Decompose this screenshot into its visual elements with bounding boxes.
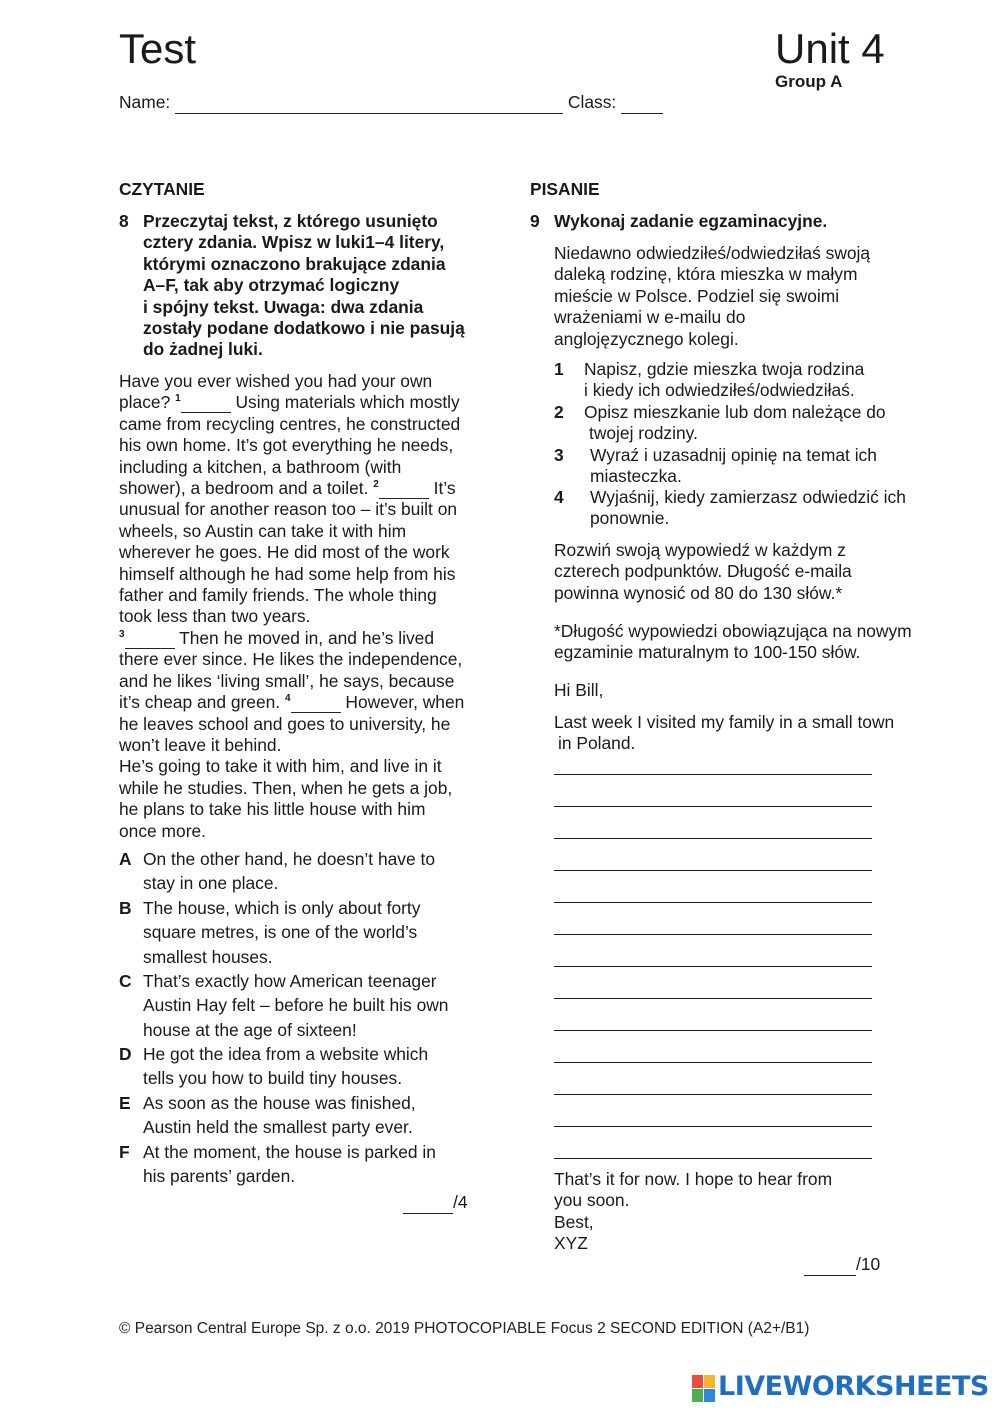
score-total: /10: [856, 1254, 881, 1274]
writing-heading: PISANIE: [530, 179, 600, 199]
text-line: and he likes ‘living small’, he says, because: [119, 670, 455, 691]
gap-number: 4: [285, 693, 291, 705]
text-line: wheels, so Austin can take it with him: [119, 520, 407, 541]
text-line: father and family friends. The whole thing: [119, 585, 437, 606]
unit-title: Unit 4: [775, 25, 885, 72]
option-text: house at the age of sixteen!: [143, 1019, 357, 1040]
point-1: [554, 359, 914, 402]
test-title: Test: [119, 25, 197, 72]
intro-line: mieście w Polsce. Podziel się swoimi: [554, 285, 840, 306]
name-label: Name:: [119, 92, 171, 112]
point-text: Napisz, gdzie mieszka twoja rodzina: [584, 359, 865, 379]
liveworksheets-mark-icon: [692, 1375, 716, 1403]
writing-line[interactable]: [554, 1042, 872, 1063]
writing-line[interactable]: [554, 1010, 872, 1031]
reading-score: [403, 1192, 468, 1214]
writing-score: [804, 1254, 880, 1276]
option-text: square metres, is one of the world’s: [143, 922, 418, 943]
email-greeting: Hi Bill,: [554, 680, 604, 700]
option-text: his parents’ garden.: [143, 1166, 296, 1187]
option-text: On the other hand, he doesn’t have to: [143, 849, 435, 869]
text-span: shower), a bedroom and a toilet.: [119, 478, 369, 499]
point-number: 3: [554, 445, 564, 465]
text-line: unusual for another reason too – it’s built on: [119, 499, 458, 520]
intro-line: daleką rodzinę, która mieszka w małym: [554, 264, 858, 285]
develop-line: czterech podpunktów. Długość e-maila: [554, 561, 852, 582]
text-line: [119, 392, 499, 413]
writing-line[interactable]: [554, 882, 872, 903]
develop-instruction: [554, 540, 914, 604]
writing-line[interactable]: [554, 818, 872, 839]
develop-line: Rozwiń swoją wypowiedź w każdym z: [554, 540, 846, 560]
option-text: At the moment, the house is parked in: [143, 1142, 436, 1162]
class-input[interactable]: [621, 95, 663, 114]
option-text: Austin held the smallest party ever.: [143, 1117, 413, 1138]
length-note: [554, 621, 954, 664]
text-line: [119, 692, 499, 713]
text-line: there ever since. He likes the independence,: [119, 649, 463, 670]
reading-score-input[interactable]: [403, 1195, 453, 1214]
option-text: smallest houses.: [143, 946, 273, 967]
class-label: Class:: [567, 92, 617, 112]
option-text: That’s exactly how American teenager: [143, 971, 437, 991]
text-line: once more.: [119, 820, 206, 841]
option-letter: C: [119, 971, 132, 991]
gap-3-input[interactable]: [125, 632, 175, 649]
option-c: [119, 969, 469, 1042]
point-text: i kiedy ich odwiedziłeś/odwiedziłaś.: [584, 380, 855, 401]
email-line: in Poland.: [558, 733, 636, 754]
point-text: Opisz mieszkanie lub dom należące do: [584, 402, 886, 422]
score-total: /4: [453, 1192, 468, 1212]
point-text: miasteczka.: [590, 466, 682, 487]
instruction-line: Przeczytaj tekst, z którego usunięto: [143, 211, 438, 231]
reading-heading: CZYTANIE: [119, 179, 205, 199]
liveworksheets-wordmark: LIVEWORKSHEETS: [718, 1371, 989, 1402]
option-text: tells you how to build tiny houses.: [143, 1068, 403, 1089]
option-b: [119, 896, 469, 969]
text-line: including a kitchen, a bathroom (with: [119, 456, 402, 477]
text-line: he leaves school and goes to university, he: [119, 713, 451, 734]
point-text: Wyjaśnij, kiedy zamierzasz odwiedzić ich: [590, 487, 906, 507]
text-line: himself although he had some help from his: [119, 563, 456, 584]
gap-number: 2: [373, 479, 379, 491]
name-input[interactable]: [175, 95, 563, 114]
text-span: Then he moved in, and he’s lived: [179, 627, 435, 648]
intro-line: anglojęzycznego kolegi.: [554, 328, 739, 349]
text-line: Have you ever wished you had your own: [119, 371, 433, 391]
option-a: [119, 847, 469, 896]
text-line: He’s going to take it with him, and live in it: [119, 756, 442, 777]
writing-line[interactable]: [554, 1074, 872, 1095]
instruction-line: zostały podane dodatkowo i nie pasują: [143, 318, 465, 339]
writing-line[interactable]: [554, 850, 872, 871]
email-line: Last week I visited my family in a small town: [554, 712, 895, 732]
option-letter: E: [119, 1093, 131, 1113]
option-text: Austin Hay felt – before he built his own: [143, 995, 449, 1016]
point-3: [554, 445, 914, 488]
point-4: [554, 487, 914, 530]
text-line: [119, 628, 499, 649]
text-span: it’s cheap and green.: [119, 692, 281, 713]
option-d: [119, 1042, 469, 1091]
point-number: 1: [554, 359, 564, 379]
closing-line: Best,: [554, 1211, 594, 1232]
text-line: while he studies. Then, when he gets a job,: [119, 777, 453, 798]
writing-line[interactable]: [554, 1138, 872, 1159]
gap-4-input[interactable]: [291, 696, 341, 713]
text-line: [119, 478, 499, 499]
text-span: Using materials which mostly: [235, 392, 460, 413]
text-line: took less than two years.: [119, 606, 311, 627]
task-9-instruction: Wykonaj zadanie egzaminacyjne.: [554, 211, 828, 231]
text-line: he plans to take his little house with him: [119, 799, 426, 820]
text-span: It’s: [433, 478, 456, 499]
task-9-number: 9: [530, 211, 540, 231]
text-span: However, when: [345, 692, 465, 713]
option-f: [119, 1140, 469, 1189]
option-letter: A: [119, 849, 132, 869]
group-label: Group A: [775, 72, 843, 91]
option-text: He got the idea from a website which: [143, 1044, 429, 1064]
instruction-line: którymi oznaczono brakujące zdania: [143, 253, 446, 274]
instruction-line: do żadnej luki.: [143, 339, 263, 360]
email-closing: [554, 1169, 914, 1255]
intro-line: Niedawno odwiedziłeś/odwiedziłaś swoją: [554, 243, 871, 263]
closing-line: you soon.: [554, 1190, 630, 1211]
task-8-instruction: [143, 211, 503, 361]
gap-2-input[interactable]: [379, 482, 429, 499]
gap-number: 3: [119, 629, 125, 641]
option-text: stay in one place.: [143, 873, 279, 894]
text-line: wherever he goes. He did most of the work: [119, 542, 450, 563]
gap-number: 1: [175, 393, 181, 405]
option-e: [119, 1091, 469, 1140]
text-line: came from recycling centres, he constructed: [119, 413, 461, 434]
writing-line[interactable]: [554, 978, 872, 999]
email-start: [554, 712, 934, 755]
option-letter: B: [119, 898, 132, 918]
text-span: place?: [119, 392, 171, 413]
reading-text: [119, 371, 499, 842]
text-line: won’t leave it behind.: [119, 734, 282, 755]
point-text: Wyraź i uzasadnij opinię na temat ich: [590, 445, 877, 465]
writing-line[interactable]: [554, 914, 872, 935]
writing-line[interactable]: [554, 946, 872, 967]
writing-line[interactable]: [554, 786, 872, 807]
writing-line[interactable]: [554, 754, 872, 775]
writing-intro: [554, 243, 914, 350]
option-text: As soon as the house was finished,: [143, 1093, 416, 1113]
note-line: egzaminie maturalnym to 100-150 słów.: [554, 642, 861, 663]
instruction-line: i spójny tekst. Uwaga: dwa zdania: [143, 296, 424, 317]
closing-line: That’s it for now. I hope to hear from: [554, 1169, 833, 1189]
writing-line[interactable]: [554, 1106, 872, 1127]
option-text: The house, which is only about forty: [143, 898, 421, 918]
writing-score-input[interactable]: [804, 1257, 856, 1276]
develop-line: powinna wynosić od 80 do 130 słów.*: [554, 582, 843, 603]
point-number: 4: [554, 487, 564, 507]
copyright-footer: © Pearson Central Europe Sp. z o.o. 2019 PHOTOCOPIABLE Focus 2 SECOND EDITION (A2+/B1): [119, 1320, 810, 1337]
text-line: his own home. It’s got everything he needs,: [119, 435, 454, 456]
point-number: 2: [554, 402, 564, 422]
point-2: [554, 402, 914, 445]
name-row: [119, 92, 663, 114]
note-line: *Długość wypowiedzi obowiązująca na nowym: [554, 621, 912, 641]
gap-1-input[interactable]: [181, 396, 231, 413]
instruction-line: A–F, tak aby otrzymać logiczny: [143, 275, 400, 296]
option-letter: F: [119, 1142, 130, 1162]
instruction-line: cztery zdania. Wpisz w luki1–4 litery,: [143, 232, 445, 253]
task-8-number: 8: [119, 211, 129, 231]
point-text: ponownie.: [590, 508, 670, 529]
point-text: twojej rodziny.: [589, 423, 698, 444]
closing-line: XYZ: [554, 1233, 588, 1254]
option-letter: D: [119, 1044, 132, 1064]
intro-line: wrażeniami w e-mailu do: [554, 307, 746, 328]
